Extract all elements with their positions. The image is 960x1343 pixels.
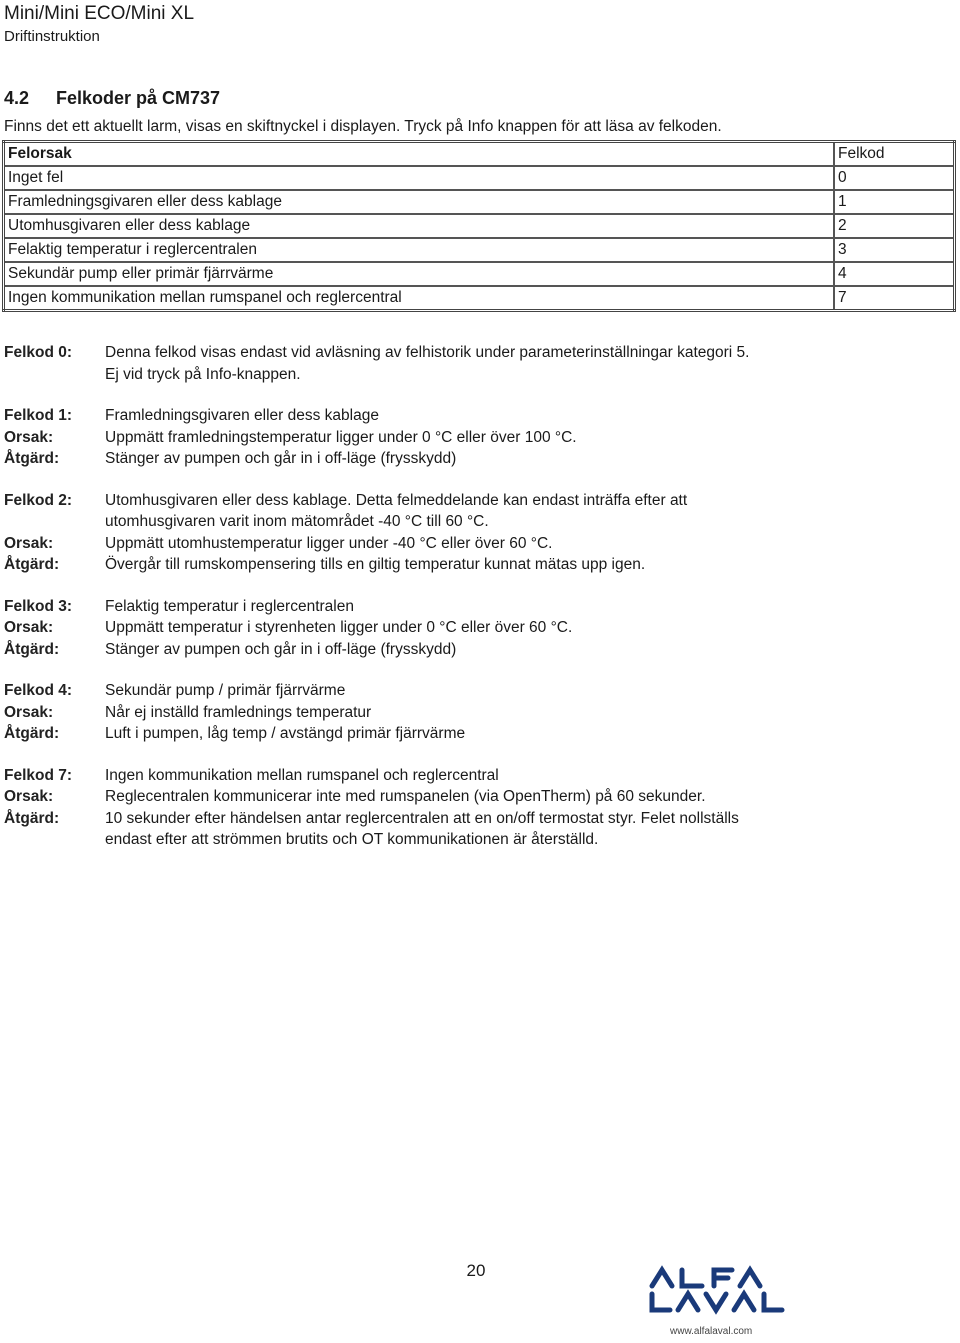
table-header-row	[4, 142, 955, 167]
definition-text: Ingen kommunikation mellan rumspanel och reglercentral	[105, 766, 499, 784]
document-title: Mini/Mini ECO/Mini XL	[4, 3, 195, 24]
definition-label: Åtgärd:	[4, 809, 60, 827]
definition-label: Felkod 0:	[4, 344, 73, 361]
definition-block	[4, 405, 905, 470]
definition-line	[4, 405, 905, 427]
code-cell: 1	[834, 190, 955, 214]
cause-cell: Ingen kommunikation mellan rumspanel och reglercentral	[4, 286, 835, 311]
definition-label: Orsak:	[4, 788, 54, 805]
code-cell: 2	[834, 214, 955, 238]
error-code-definitions	[4, 342, 905, 871]
definition-text: Reglecentralen kommunicerar inte med rumspanelen (via OpenTherm) på 60 sekunder.	[105, 788, 706, 805]
definition-label: Åtgärd:	[4, 556, 60, 573]
definition-label: Åtgärd:	[4, 450, 60, 467]
definition-block	[4, 765, 905, 851]
definition-line	[4, 427, 905, 449]
column-header-cause: Felorsak	[4, 142, 835, 167]
section-title: Felkoder på CM737	[56, 88, 221, 108]
definition-line	[4, 490, 905, 512]
table-row	[4, 166, 955, 190]
definition-label: Felkod 3:	[4, 597, 73, 615]
table-row	[4, 286, 955, 311]
section-heading	[4, 88, 220, 109]
table-row	[4, 262, 955, 286]
section-number: 4.2	[4, 88, 30, 108]
definition-line	[4, 765, 905, 787]
definition-text: Uppmätt framledningstemperatur ligger under 0 °C eller över 100 °C.	[105, 428, 577, 446]
definition-line	[4, 448, 905, 470]
definition-text: Når ej inställd framlednings temperatur	[105, 703, 372, 721]
definition-text: Denna felkod visas endast vid avläsning av felhistorik under parameterinställningar kategori 5.	[105, 344, 750, 361]
definition-line	[4, 786, 905, 808]
definition-text: Felaktig temperatur i reglercentralen	[105, 597, 354, 615]
logo-website: www.alfalaval.com	[670, 1326, 753, 1337]
alfa-laval-logo-graphic	[622, 1258, 792, 1338]
definition-block	[4, 680, 905, 745]
definition-label	[4, 364, 105, 386]
definition-line	[4, 554, 905, 576]
definition-line	[4, 723, 905, 745]
cause-cell: Framledningsgivaren eller dess kablage	[4, 190, 835, 214]
definition-line	[4, 596, 905, 618]
definition-text: Sekundär pump / primär fjärrvärme	[105, 682, 346, 699]
column-header-code: Felkod	[834, 142, 955, 167]
definition-line	[4, 808, 905, 830]
code-cell: 7	[834, 286, 955, 311]
document-header	[4, 0, 194, 45]
definition-label: Felkod 7:	[4, 766, 73, 784]
table-row	[4, 214, 955, 238]
page-number: 20	[466, 1261, 486, 1280]
definition-label: Orsak:	[4, 703, 54, 721]
cause-cell: Felaktig temperatur i reglercentralen	[4, 238, 835, 262]
definition-line	[4, 702, 905, 724]
definition-line	[4, 617, 905, 639]
definition-label: Orsak:	[4, 534, 54, 552]
intro-paragraph: Finns det ett aktuellt larm, visas en skiftnyckel i displayen. Tryck på Info knappen för att läsa av felkoden.	[4, 118, 722, 135]
definition-line	[4, 829, 905, 851]
definition-text: Uppmätt utomhustemperatur ligger under -40 °C eller över 60 °C.	[105, 534, 553, 552]
document-subtitle: Driftinstruktion	[4, 28, 100, 45]
definition-text: Ej vid tryck på Info-knappen.	[105, 365, 301, 383]
definition-block	[4, 342, 905, 385]
definition-line	[4, 533, 905, 555]
definition-text: Övergår till rumskompensering tills en giltig temperatur kunnat mätas upp igen.	[105, 556, 646, 573]
definition-label: Åtgärd:	[4, 725, 60, 742]
definition-text: Luft i pumpen, låg temp / avstängd primär fjärrvärme	[105, 725, 466, 742]
definition-block	[4, 490, 905, 576]
cause-cell: Sekundär pump eller primär fjärrvärme	[4, 262, 835, 286]
definition-text: Stänger av pumpen och går in i off-läge (frysskydd)	[105, 450, 457, 467]
definition-label: Orsak:	[4, 428, 54, 446]
definition-text: utomhusgivaren varit inom mätområdet -40 °C till 60 °C.	[105, 513, 489, 530]
definition-line	[4, 639, 905, 661]
table-row	[4, 238, 955, 262]
definition-text: 10 sekunder efter händelsen antar reglercentralen att en on/off termostat styr. Felet nollställs	[105, 809, 739, 827]
definition-block	[4, 596, 905, 661]
code-cell: 0	[834, 166, 955, 190]
definition-text: Utomhusgivaren eller dess kablage. Detta felmeddelande kan endast inträffa efter att	[105, 491, 688, 509]
table-row	[4, 190, 955, 214]
definition-line	[4, 511, 905, 533]
definition-text: Framledningsgivaren eller dess kablage	[105, 407, 379, 424]
definition-text: endast efter att strömmen brutits och OT kommunikationen är återställd.	[105, 831, 599, 848]
alfa-laval-logo	[622, 1258, 792, 1343]
definition-line	[4, 680, 905, 702]
code-cell: 4	[834, 262, 955, 286]
definition-label: Felkod 2:	[4, 491, 73, 509]
definition-text: Stänger av pumpen och går in i off-läge (frysskydd)	[105, 640, 457, 658]
cause-cell: Inget fel	[4, 166, 835, 190]
cause-cell: Utomhusgivaren eller dess kablage	[4, 214, 835, 238]
definition-label	[4, 511, 105, 533]
definition-line	[4, 342, 905, 364]
definition-line	[4, 364, 905, 386]
definition-text: Uppmätt temperatur i styrenheten ligger under 0 °C eller över 60 °C.	[105, 619, 573, 636]
code-cell: 3	[834, 238, 955, 262]
definition-label	[4, 829, 105, 851]
definition-label: Åtgärd:	[4, 640, 60, 658]
error-code-table	[2, 140, 956, 312]
definition-label: Felkod 1:	[4, 407, 73, 424]
definition-label: Orsak:	[4, 619, 54, 636]
definition-label: Felkod 4:	[4, 682, 73, 699]
